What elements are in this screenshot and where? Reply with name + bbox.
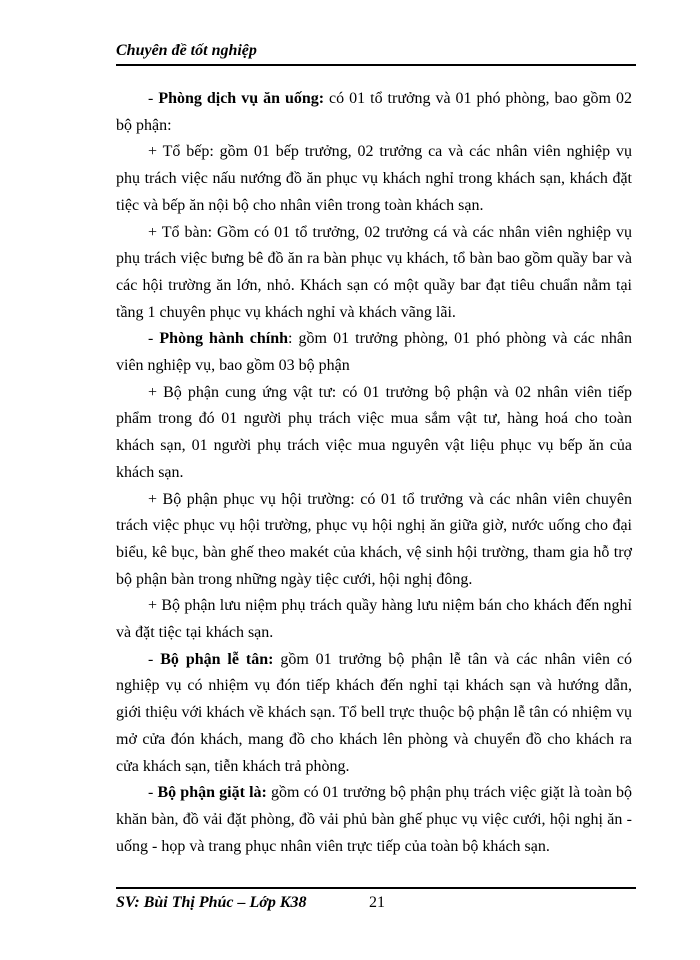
paragraph-prefix: - <box>148 650 161 668</box>
paragraph-luu-niem <box>116 593 632 646</box>
page-header <box>116 40 636 66</box>
paragraph-heading: Bộ phận giặt là: <box>157 784 267 802</box>
paragraph-phuc-vu-hoi-truong <box>116 487 632 594</box>
paragraph-dich-vu-an-uong <box>116 86 632 139</box>
paragraph-text: có 01 tổ trưởng và 01 phó phòng, bao gồm 02 bộ phận: <box>116 90 632 134</box>
paragraph-heading: Phòng dịch vụ ăn uống: <box>158 90 325 107</box>
paragraph-to-bep <box>116 139 632 219</box>
paragraph-text: gồm 01 trưởng bộ phận lễ tân và các nhân viên có nghiệp vụ có nhiệm vụ đón tiếp khách đến nghỉ tại khách sạn và hướng dẫn, giới thiệu với khách về khách sạn. Tổ bell trực thuộc bộ phận lễ tân có nhiệm vụ mở cửa đón khách, mang đồ cho khách lên phòng và chuyển đồ cho khách ra cửa khách sạn, tiễn khách trả phòng. <box>116 650 632 775</box>
document-body <box>116 86 632 860</box>
paragraph-giat-la <box>116 780 632 860</box>
header-title: Chuyên đề tốt nghiệp <box>116 42 257 59</box>
paragraph-heading: Bộ phận lễ tân: <box>160 650 274 668</box>
paragraph-text: + Tổ bàn: Gồm có 01 tổ trưởng, 02 trưởng cá và các nhân viên nghiệp vụ phụ trách việc bưng bê đồ ăn ra bàn phục vụ khách, tổ bàn bao gồm quầy bar và các hội trường ăn lớn, nhỏ. Khách sạn có một quầy bar đạt tiêu chuẩn nằm tại tầng 1 chuyên phục vụ khách nghỉ và khách vãng lãi. <box>116 223 632 321</box>
paragraph-prefix: - <box>148 330 160 348</box>
paragraph-text: gồm có 01 trưởng bộ phận phụ trách việc giặt là toàn bộ khăn bàn, đồ vải đặt phòng, đồ vải phủ bàn ghế phục vụ việc cưới, hội nghị ăn - uống - họp và trang phục nhân viên trực tiếp của toàn bộ khách sạn. <box>116 784 633 855</box>
paragraph-text: + Tổ bếp: gồm 01 bếp trưởng, 02 trưởng ca và các nhân viên nghiệp vụ phụ trách việc nấu nướng đồ ăn phục vụ khách nghỉ trong khách sạn, khách đặt tiệc và bếp ăn nội bộ cho nhân viên trong toàn khách sạn. <box>116 143 632 214</box>
paragraph-prefix: - <box>148 784 158 802</box>
paragraph-hanh-chinh <box>116 326 632 379</box>
page-footer <box>116 887 636 917</box>
page-number: 21 <box>369 894 385 911</box>
paragraph-to-ban <box>116 220 632 327</box>
paragraph-text: : gồm 01 trưởng phòng, 01 phó phòng và các nhân viên nghiệp vụ, bao gồm 03 bộ phận <box>116 330 633 375</box>
paragraph-heading: Phòng hành chính <box>159 330 289 348</box>
paragraph-cung-ung-vat-tu <box>116 380 632 487</box>
paragraph-text: + Bộ phận lưu niệm phụ trách quầy hàng lưu niệm bán cho khách đến nghỉ và đặt tiệc tại khách sạn. <box>116 597 632 642</box>
paragraph-text: + Bộ phận phục vụ hội trường: có 01 tổ trưởng và các nhân viên chuyên trách việc phục vụ hội trường, phục vụ hội nghị ăn giữa giờ, nước uống cho đại biểu, kê bục, bàn ghế theo makét của khách, vệ sinh hội trường, tham gia hỗ trợ bộ phận bàn trong những ngày tiệc cưới, hội nghị đông. <box>116 490 632 588</box>
paragraph-le-tan <box>116 647 632 781</box>
paragraph-text: + Bộ phận cung ứng vật tư: có 01 trưởng bộ phận và 02 nhân viên tiếp phẩm trong đó 01 người phụ trách việc mua sắm vật tư, hàng hoá cho toàn khách sạn, 01 người phụ trách việc mua nguyên vật liệu phục vụ bếp ăn của khách sạn. <box>116 383 632 481</box>
footer-author: SV: Bùi Thị Phúc – Lớp K38 <box>116 894 307 911</box>
paragraph-prefix: - <box>148 90 159 107</box>
